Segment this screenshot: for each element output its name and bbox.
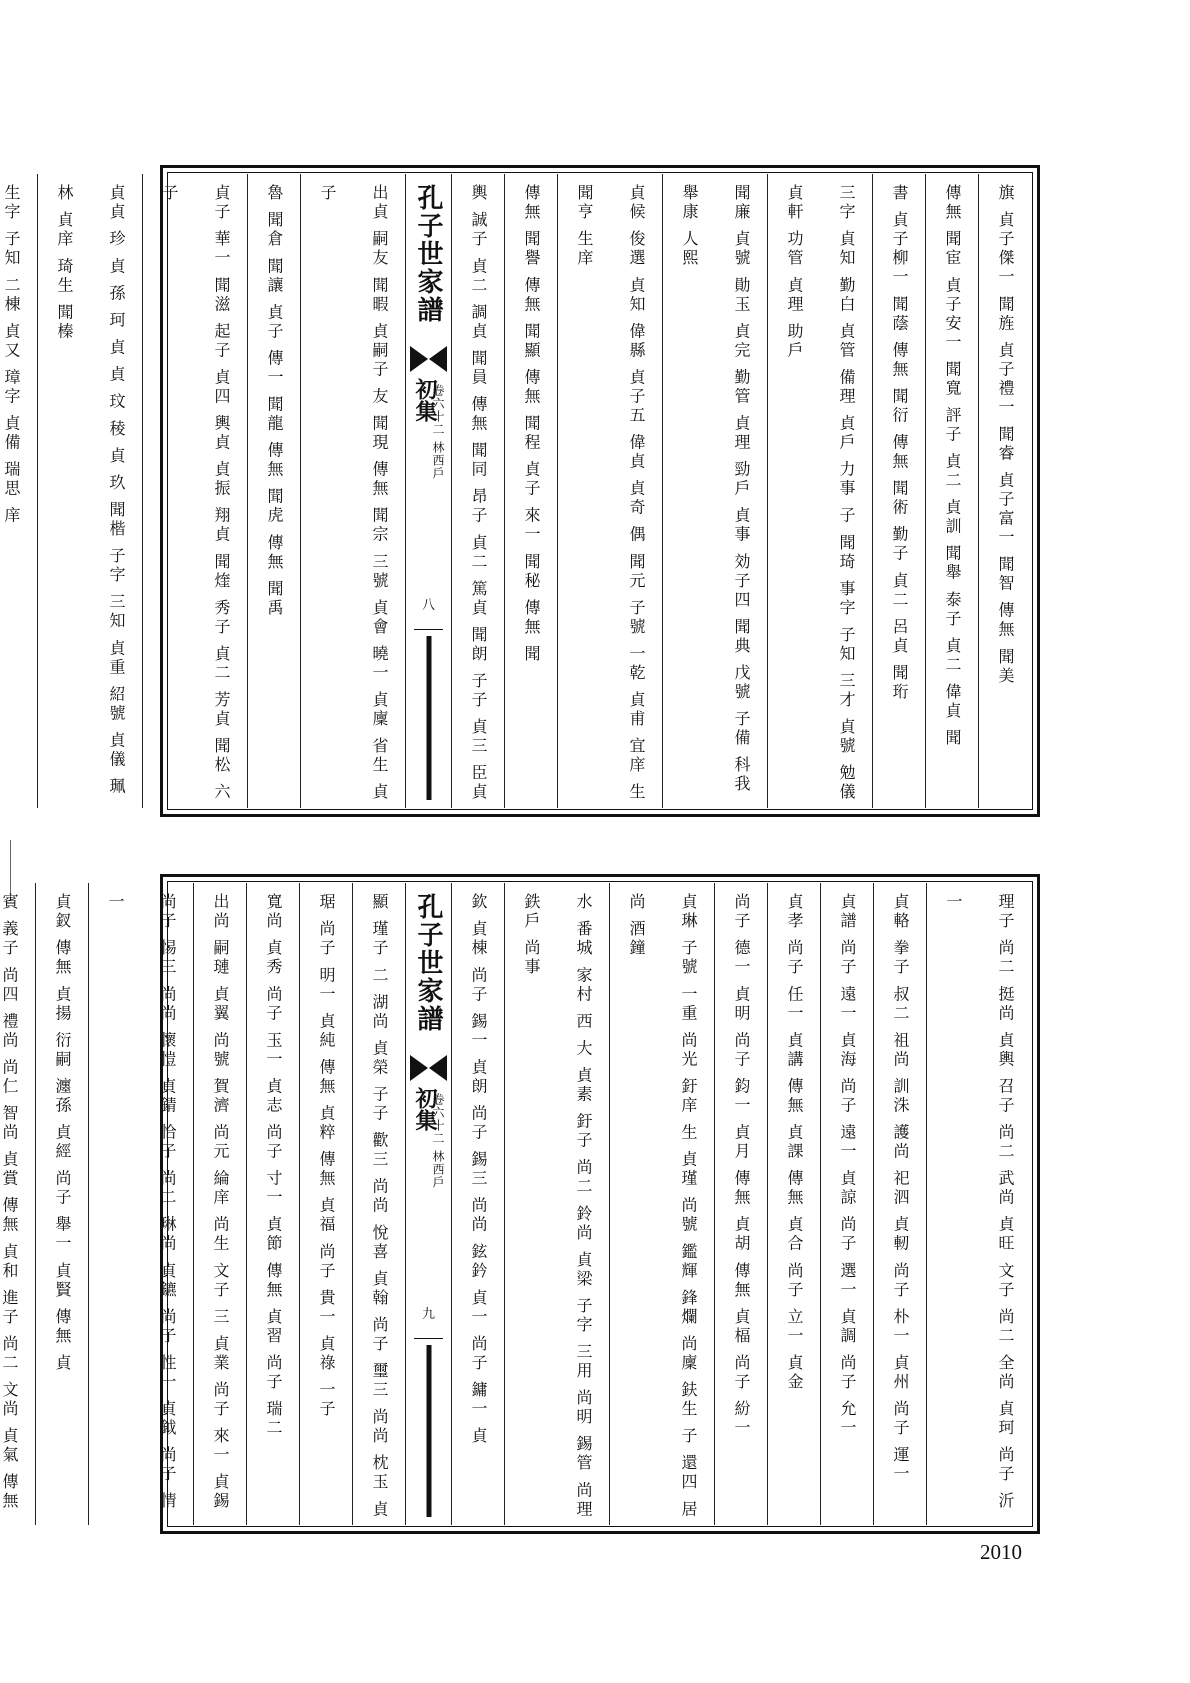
column-text: 貞孝 尚子 任一 貞講 傳無 貞課 傳無 貞合 尚子 立一 貞金 <box>785 893 804 1392</box>
text-column <box>662 174 767 808</box>
text-column <box>925 174 978 808</box>
genealogy-page-bottom <box>0 874 1040 1534</box>
column-text: 貞琳 子號 一重 尚光 釪庠 生 貞瑾 尚號 鑑輝 鋒爛 尚廩 鈇生 子 還四 居尚 酒鐘 <box>627 893 698 1520</box>
page-number: 2010 <box>980 1540 1022 1564</box>
volume-label: 卷六十二 林西戶 <box>431 1093 445 1189</box>
text-column <box>247 174 300 808</box>
fish-tail-ornament <box>410 1055 447 1081</box>
text-column <box>352 883 405 1525</box>
text-column <box>142 174 247 808</box>
text-column <box>504 883 609 1525</box>
text-column <box>193 883 246 1525</box>
column-text: 三字 貞知 勤白 貞管 備理 貞戶 力事 子 聞琦 事字 子知 三才 貞號 勉儀 貞軒 功管 貞理 助戶 <box>785 184 856 803</box>
column-text: 琚 尚子 明一 貞純 傳無 貞粹 傳無 貞福 尚子 貴一 貞祿 一子 <box>317 893 336 1419</box>
column-row-top <box>2 174 1031 808</box>
column-text: 貞譜 尚子 遠一 貞海 尚子 遠一 貞諒 尚子 選一 貞調 尚子 允一 <box>838 893 857 1438</box>
column-text: 顯 瑾子 二 湖尚 貞榮 子子 歡三 尚尚 悅喜 貞翰 尚子 璽三 尚尚 枕玉 貞 <box>370 893 389 1520</box>
column-text: 聞廉 貞號 勛玉 貞完 勤管 貞理 勁戶 貞事 効子四 聞典 戊號 子備 科我 舉康 人熙 <box>680 184 751 795</box>
column-text: 寬尚 貞秀 尚子 玉一 貞志 尚子 寸一 貞節 傳無 貞習 尚子 瑞二 <box>264 893 283 1438</box>
column-text: 魯 聞倉 聞讓 貞子 傳一 聞龍 傳無 聞虎 傳無 聞禹 <box>265 184 284 618</box>
folio-number: 八 <box>421 598 436 613</box>
book-subtitle: 初集 <box>412 378 438 422</box>
column-text: 貞輅 拳子 叔二 祖尚 訓洙 護尚 祀泗 貞軔 尚子 朴一 貞州 尚子 運一 <box>891 893 910 1485</box>
center-rule <box>414 629 443 630</box>
column-text: 傳無 聞譽 傳無 聞顯 傳無 聞程 貞子 來一 聞秘 傳無 聞 <box>522 184 541 664</box>
column-text: 理子 尚二 挺尚 貞輿 召子 尚二 武尚 貞旺 文子 尚二 全尚 貞珂 尚子 沂一 <box>944 893 1015 1512</box>
text-column <box>714 883 767 1525</box>
text-column <box>978 174 1031 808</box>
text-column <box>504 174 557 808</box>
column-text: 貞貞 珍 貞 孫 珂 貞 貞 玟 稜 貞 玖 聞楷 子字 三知 貞重 紹號 貞儀 珮林 貞庠 琦生 聞榛 <box>55 184 126 797</box>
column-text: 貞子 華一 聞滋 起子 貞四 輿貞 貞振 翔貞 聞煃 秀子 貞二 芳貞 聞松 六子 <box>160 184 231 803</box>
text-column <box>873 883 926 1525</box>
column-text: 旗 貞子傑一 聞旌 貞子禮一 聞睿 貞子富一 聞智 傳無 聞美 <box>996 184 1015 686</box>
column-text: 輿 誠子 貞二 調貞 聞員 傳無 聞同 昂子 貞二 篤貞 聞朗 子子 貞三 臣貞 <box>469 184 488 803</box>
center-bar <box>426 1345 431 1517</box>
fish-tail-ornament <box>410 346 447 372</box>
text-column <box>300 174 405 808</box>
column-text: 傳無 聞宦 貞子安一 聞寬 評子 貞二 貞訓 聞舉 泰子 貞二 偉貞 聞 <box>943 184 962 748</box>
text-column <box>926 883 1031 1525</box>
column-text: 生字 子知 二棟 貞又 璋字 貞備 瑞思 庠 <box>2 184 21 526</box>
column-row-bottom <box>0 883 1031 1525</box>
book-title: 孔子世家譜 <box>413 893 443 1033</box>
text-column <box>767 174 872 808</box>
center-rule <box>414 1338 443 1339</box>
text-column <box>557 174 662 808</box>
column-text: 書 貞子柳一 聞蔭 傳無 聞衍 傳無 聞術 勤子 貞二 呂貞 聞珩 <box>890 184 909 702</box>
text-column <box>872 174 925 808</box>
text-column <box>0 883 35 1525</box>
text-column <box>88 883 193 1525</box>
book-subtitle: 初集 <box>412 1087 438 1131</box>
text-column <box>246 883 299 1525</box>
text-column <box>37 174 142 808</box>
column-text: 貞候 俊選 貞知 偉縣 貞子五 偉貞 貞奇 偶 聞元 子號 一乾 貞甫 宜庠 生 聞亨 生庠 <box>575 184 646 803</box>
column-text: 尚子 德一 貞明 尚子 鈞一 貞月 傳無 貞胡 傳無 貞楅 尚子 紛一 <box>732 893 751 1438</box>
text-column <box>767 883 820 1525</box>
column-text: 貞釵 傳無 貞揚 衍嗣 瀍孫 貞經 尚子 舉一 貞賢 傳無 貞 <box>53 893 72 1373</box>
text-column <box>609 883 714 1525</box>
text-column <box>35 883 88 1525</box>
volume-label: 卷六十二 林西戶 <box>431 384 445 480</box>
center-bar <box>426 636 431 800</box>
column-text: 出貞 嗣友 聞暇 貞嗣子 友 聞現 傳無 聞宗 三號 貞會 曉一 貞廩 省生 貞子 <box>318 184 389 803</box>
column-text: 尚子 惕三 尚尚 懷愷 貞錆 恰子 尚二 琳尚 貞鑣 尚子 性一 貞鉞 尚子 情一 <box>106 893 177 1512</box>
center-title-column <box>405 174 451 808</box>
text-column <box>0 174 37 808</box>
text-column <box>451 174 504 808</box>
column-text: 出尚 嗣璉 貞翼 尚號 賀濟 尚元 綸庠 尚生 文子 三 貞業 尚子 來一 貞錫 <box>211 893 230 1512</box>
text-column <box>451 883 504 1525</box>
genealogy-page-top <box>2 165 1040 817</box>
book-title: 孔子世家譜 <box>413 184 443 324</box>
column-text: 賓 義子 尚四 禮尚 尚仁 智尚 貞賞 傳無 貞和 進子 尚二 文尚 貞氣 傳無 <box>0 893 19 1512</box>
text-column <box>820 883 873 1525</box>
center-title-column <box>405 883 451 1525</box>
folio-number: 九 <box>421 1307 436 1322</box>
column-text: 水 番城 家村 西 大 貞素 釪子 尚二 鈴尚 貞梁 子字 三用 尚明 錫管 尚理 鉄戶 尚事 <box>522 893 593 1520</box>
column-text: 欽 貞棟 尚子 錫一 貞朗 尚子 錫三 尚尚 鉉鈐 貞一 尚子 鏞一 貞 <box>469 893 488 1447</box>
text-column <box>299 883 352 1525</box>
